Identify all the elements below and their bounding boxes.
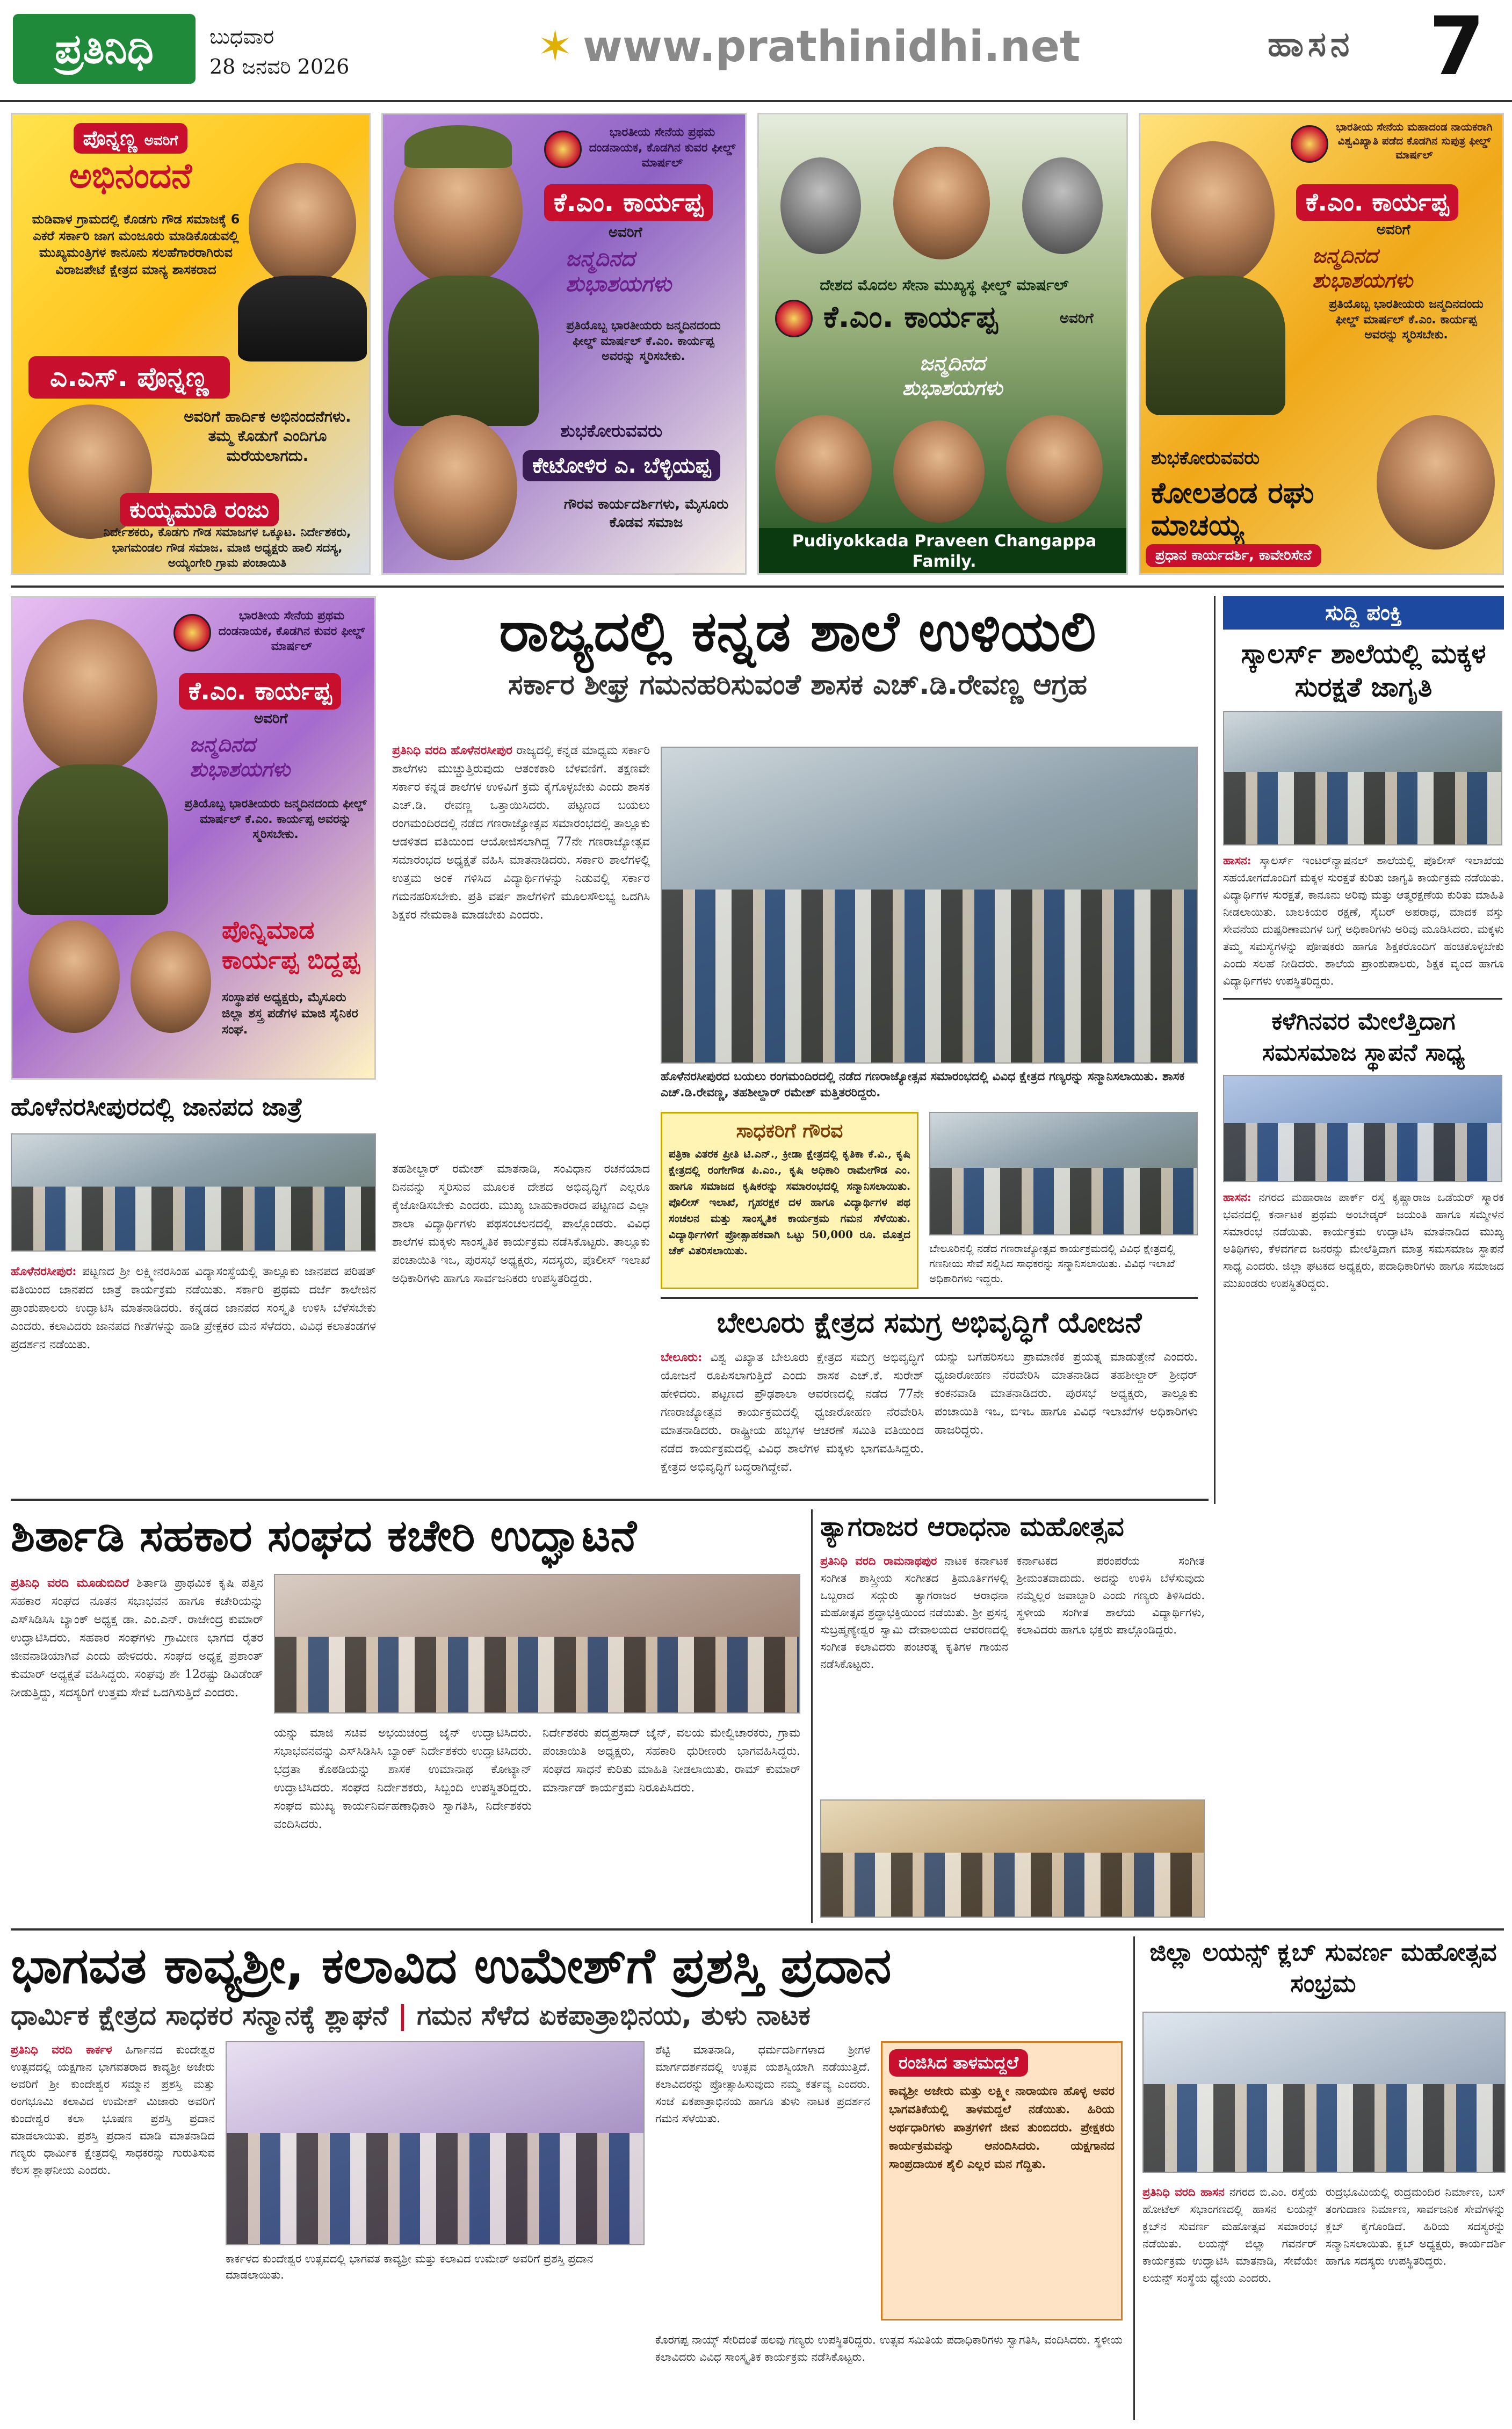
- lions-photo: [1142, 2012, 1506, 2173]
- lions-dateline: ಪ್ರತಿನಿಧಿ ವರದಿ ಹಾಸನ: [1142, 2185, 1225, 2199]
- folk-fair-headline[interactable]: ಹೊಳೆನರಸೀಪುರದಲ್ಲಿ ಜಾನಪದ ಜಾತ್ರೆ: [11, 1092, 302, 1121]
- ad5-wish: ಜನ್ಮದಿನದ ಶುಭಾಶಯಗಳು: [190, 732, 291, 781]
- ad3-family-line1: Pudiyokkada Praveen Changappa Family.: [792, 532, 1097, 571]
- main-dateline: ಪ್ರತಿನಿಧಿ ವರದಿ ಹೊಳೆನರಸೀಪುರ: [392, 743, 512, 757]
- ad4-wish: ಜನ್ಮದಿನದ ಶುಭಾಶಯಗಳು: [1312, 243, 1413, 292]
- main-headline[interactable]: ರಾಜ್ಯದಲ್ಲಿ ಕನ್ನಡ ಶಾಲೆ ಉಳಿಯಲಿ: [499, 598, 1096, 664]
- main-photo: [661, 747, 1198, 1064]
- sidebar-headline[interactable]: ಸ್ಕಾಲರ್ಸ್ ಶಾಲೆಯಲ್ಲಿ ಮಕ್ಕಳ ಸುರಕ್ಷತೆ ಜಾಗೃತಿ: [1241, 638, 1486, 703]
- ad4-intro: ಭಾರತೀಯ ಸೇನೆಯ ಮಹಾದಂಡ ನಾಯಕರಾಗಿ ವಿಶ್ವವಿಖ್ಯಾತಿ ಪಡೆದ ಕೊಡಗಿನ ಸುಪುತ್ರ ಫೀಲ್ಡ್ ಮಾರ್ಷಲ್: [1336, 120, 1493, 161]
- shirthadi-col1: [11, 1574, 263, 1702]
- shirthadi-col3: ನಿರ್ದೇಶಕರು ಪದ್ಮಪ್ರಸಾದ್ ಜೈನ್, ವಲಯ ಮೇಲ್ವಿಚಾರಕರು, ಗ್ರಾಮ ಪಂಚಾಯಿತಿ ಅಧ್ಯಕ್ಷರು, ಸಹಕಾರಿ ಧುರೀಣರು ಭಾಗವಹಿಸಿದ್ದರು. ಸಂಘದ ಸಾಧನೆ ಕುರಿತು ಮಾಹಿತಿ ನೀಡಲಾಯಿತು. ರಾಮ್ ಕುಮಾರ್ ಮಾರ್ನಾಡ್ ಕಾರ್ಯಕ್ರಮ ನಿರೂಪಿಸಿದರು.: [542, 1726, 800, 1795]
- ad-ponnimada[interactable]: [11, 596, 376, 1080]
- ad3-name: ಕೆ.ಎಂ. ಕಾರ್ಯಪ್ಪ: [823, 300, 998, 335]
- talamaddale-body: ಕಾವ್ಯಶ್ರೀ ಅಜೇರು ಮತ್ತು ಲಕ್ಷ್ಮೀ ನಾರಾಯಣ ಹೊಳ್ಳ ಅವರ ಭಾಗವತಿಕೆಯಲ್ಲಿ ತಾಳಮದ್ದಲೆ ನಡೆಯಿತು. ಹಿರಿಯ ಅರ್ಥಧಾರಿಗಳು ಪಾತ್ರಗಳಿಗೆ ಜೀವ ತುಂಬಿದರು. ಪ್ರೇಕ್ಷಕರು ಕಾರ್ಯಕ್ರಮವನ್ನು ಆನಂದಿಸಿದರು. ಯಕ್ಷಗಾನದ ಸಾಂಪ್ರದಾಯಿಕ ಶೈಲಿ ಎಲ್ಲರ ಮನ ಗೆದ್ದಿತು.: [889, 2084, 1115, 2171]
- lions-col2: ರುದ್ರಭೂಮಿಯಲ್ಲಿ ರುದ್ರಮಂದಿರ ನಿರ್ಮಾಣ, ಬಸ್ ತಂಗುದಾಣ ನಿರ್ಮಾಣ, ಸಾರ್ವಜನಿಕ ಸೇವೆಗಳನ್ನು ಕ್ಲಬ್ ಕೈಗೊಂಡಿದೆ. ಹಿರಿಯ ಸದಸ್ಯರನ್ನು ಸನ್ಮಾನಿಸಲಾಯಿತು. ಕ್ಲಬ್ ಅಧ್ಯಕ್ಷರು, ಕಾರ್ಯದರ್ಶಿ ಹಾಗೂ ಸದಸ್ಯರು ಉಪಸ್ಥಿತರಿದ್ದರು.: [1326, 2186, 1506, 2267]
- bhagavata-col1: [11, 2041, 215, 2179]
- ad1-body: ಮಡಿವಾಳ ಗ್ರಾಮದಲ್ಲಿ ಕೊಡಗು ಗೌಡ ಸಮಾಜಕ್ಕೆ 6 ಎಕರೆ ಸರ್ಕಾರಿ ಜಾಗ ಮಂಜೂರು ಮಾಡಿಕೊಡುವಲ್ಲಿ ಮುಖ್ಯಮಂತ್ರಿಗಳ ಕಾನೂನು ಸಲಹೆಗಾರರಾಗಿರುವ ವಿರಾಜಪೇಟೆ ಕ್ಷೇತ್ರದ ಮಾನ್ಯ ಶಾಸಕರಾದ: [32, 212, 240, 277]
- army-emblem-icon-4: [1291, 125, 1328, 163]
- main-col1-text: ರಾಜ್ಯದಲ್ಲಿ ಕನ್ನಡ ಮಾಧ್ಯಮ ಸರ್ಕಾರಿ ಶಾಲೆಗಳು ಮುಚ್ಚುತ್ತಿರುವುದು ಆತಂಕಕಾರಿ ಬೆಳವಣಿಗೆ. ತಕ್ಷಣವೇ ಸರ್ಕಾರ ಕನ್ನಡ ಶಾಲೆಗಳ ಉಳಿವಿಗೆ ಕ್ರಮ ಕೈಗೊಳ್ಳಬೇಕು ಎಂದು ಶಾಸಕ ಎಚ್.ಡಿ. ರೇವಣ್ಣ ಒತ್ತಾಯಿಸಿದರು. ಪಟ್ಟಣದ ಬಯಲು ರಂಗಮಂದಿರದಲ್ಲಿ ನಡೆದ ಗಣರಾಜ್ಯೋತ್ಸವ ಸಮಾರಂಭದಲ್ಲಿ ತಾಲ್ಲೂಕು ಆಡಳಿತದ ವತಿಯಿಂದ ಆಯೋಜಿಸಲಾಗಿದ್ದ 77ನೇ ಗಣರಾಜ್ಯೋತ್ಸವ ಸಮಾರಂಭದ ಅಧ್ಯಕ್ಷತೆ ವಹಿಸಿ ಮಾತನಾಡಿದರು. ಸರ್ಕಾರಿ ಶಾಲೆಗಳಲ್ಲಿ ಉತ್ತಮ ಅಂಕ ಗಳಿಸಿದ ವಿದ್ಯಾರ್ಥಿಗಳನ್ನು ನಿಡುವಲ್ಲಿ ಸರ್ಕಾರ ಗಮನಹರಿಸಬೇಕು. ಪ್ರತಿ ವರ್ಷ ಶಾಲೆಗಳಿಗೆ ಮೂಲಸೌಲಭ್ಯ ಒದಗಿಸಿ ಶಿಕ್ಷಕರ ನೇಮಕಾತಿ ಮಾಡಬೇಕು ಎಂದರು.: [392, 744, 650, 922]
- ad1-title1: ಪೊನ್ನಣ್ಣ: [83, 126, 138, 150]
- newspaper-logo[interactable]: ಪ್ರತಿನಿಧಿ: [13, 14, 196, 84]
- ad2-greeter-label: ಶುಭಕೋರುವವರು: [560, 421, 663, 441]
- news-sidebar: [1214, 596, 1504, 1504]
- section-divider: [11, 585, 1504, 588]
- sidebar-photo: [1223, 711, 1502, 845]
- ad1-wish: ಅವರಿಗೆ ಹಾರ್ದಿಕ ಅಭಿನಂದನೆಗಳು. ತಮ್ಮ ಕೊಡುಗೆ ಎಂದಿಗೂ ಮರೆಯಲಾಗದು.: [184, 408, 351, 465]
- vintage-portrait-1: [780, 157, 861, 254]
- sidebar-photo2: [1223, 1075, 1502, 1182]
- bidappa-portrait: [28, 920, 120, 1033]
- belur-col1: [661, 1348, 924, 1477]
- issue-date: 28 ಜನವರಿ 2026: [209, 55, 350, 78]
- ad1-name: ಎ.ಎಸ್. ಪೊನ್ನಣ್ಣ: [28, 356, 230, 399]
- tyagaraja-dateline: ಪ್ರತಿನಿಧಿ ವರದಿ ರಾಮನಾಥಪುರ: [820, 1554, 937, 1567]
- achievers-body: ಪತ್ರಿಕಾ ವಿತರಕ ಪ್ರೀತಿ ಟಿ.ಎನ್., ಕ್ರೀಡಾ ಕ್ಷೇತ್ರದಲ್ಲಿ ಕೃತಿಕಾ ಕೆ.ವಿ., ಕೃಷಿ ಕ್ಷೇತ್ರದಲ್ಲಿ ರಂಗೇಗೌಡ ಪಿ.ಎಂ., ಕೃಷಿ ಅಧಿಕಾರಿ ರಾಮೇಗೌಡ ಎಂ. ಹಾಗೂ ಸಮಾಜದ ಕೃಷಿಕರನ್ನು ಸಮಾರಂಭದಲ್ಲಿ ಸನ್ಮಾನಿಸಲಾಯಿತು. ಪೊಲೀಸ್ ಇಲಾಖೆ, ಗೃಹರಕ್ಷಕ ದಳ ಹಾಗೂ ವಿದ್ಯಾರ್ಥಿಗಳ ಪಥ ಸಂಚಲನ ಮತ್ತು ಸಾಂಸ್ಕೃತಿಕ ಕಾರ್ಯಕ್ರಮ ಗಮನ ಸೆಳೆಯಿತು. ವಿದ್ಯಾರ್ಥಿಗಳಿಗೆ ಪ್ರೋತ್ಸಾಹಕವಾಗಿ ಒಟ್ಟು 50,000 ರೂ. ಮೊತ್ತದ ಚೆಕ್ ವಿತರಿಸಲಾಯಿತು.: [669, 1147, 910, 1257]
- ad2-suffix: ಅವರಿಗೆ: [609, 225, 642, 241]
- belur-photo-caption: ಬೇಲೂರಿನಲ್ಲಿ ನಡೆದ ಗಣರಾಜ್ಯೋತ್ಸವ ಕಾರ್ಯಕ್ರಮದಲ್ಲಿ ವಿವಿಧ ಕ್ಷೇತ್ರದಲ್ಲಿ ಗಣನೀಯ ಸೇವೆ ಸಲ್ಲಿಸಿದ ಸಾಧಕರನ್ನು ಸನ್ಮಾನಿಸಲಾಯಿತು. ವಿವಿಧ ಇಲಾಖೆ ಅಧಿಕಾರಿಗಳು ಇದ್ದರು.: [929, 1242, 1175, 1285]
- talamaddale-box: [881, 2041, 1123, 2320]
- achievers-box: [661, 1112, 918, 1289]
- military-cap: [404, 125, 512, 168]
- main-subhead: ಸರ್ಕಾರ ಶೀಘ್ರ ಗಮನಹರಿಸುವಂತೆ ಶಾಸಕ ಎಚ್.ಡಿ.ರೇವಣ್ಣ ಆಗ್ರಹ: [508, 669, 1088, 701]
- belur-headline[interactable]: ಬೇಲೂರು ಕ್ಷೇತ್ರದ ಸಮಗ್ರ ಅಭಿವೃದ್ಧಿಗೆ ಯೋಜನೆ: [717, 1307, 1142, 1339]
- bhagavata-col1-text: ಹಿರ್ಗಾನದ ಕುಂದೇಶ್ವರ ಉತ್ಸವದಲ್ಲಿ ಯಕ್ಷಗಾನ ಭಾಗವತರಾದ ಕಾವ್ಯಶ್ರೀ ಅಜೇರು ಅವರಿಗೆ ಶ್ರೀ ಕುಂದೇಶ್ವರ ಸಮ್ಮಾನ ಪ್ರಶಸ್ತಿ ಮತ್ತು ರಂಗಭೂಮಿ ಕಲಾವಿದ ಉಮೇಶ್ ಮಿಜಾರು ಅವರಿಗೆ ಕುಂದೇಶ್ವರ ಕಲಾ ಭೂಷಣ ಪ್ರಶಸ್ತಿ ಪ್ರದಾನ ಮಾಡಲಾಯಿತು. ಪ್ರಶಸ್ತಿ ಪ್ರದಾನ ಮಾಡಿ ಮಾತನಾಡಿದ ಗಣ್ಯರು ಧಾರ್ಮಿಕ ಕ್ಷೇತ್ರದಲ್ಲಿ ಸಾಧಕರನ್ನು ಗುರುತಿಸುವ ಕೆಲಸ ಶ್ಲಾಘನೀಯ ಎಂದರು.: [11, 2043, 215, 2177]
- sparkle-icon: ✶: [537, 21, 574, 71]
- folk-fair-body: [11, 1262, 376, 1354]
- ad5-suffix: ಅವರಿಗೆ: [254, 711, 288, 727]
- ad4-suffix: ಅವರಿಗೆ: [1377, 222, 1410, 238]
- belur-photo: [929, 1112, 1198, 1235]
- ad4-greeter-label: ಶುಭಕೋರುವವರು: [1151, 447, 1260, 469]
- ad3-suffix: ಅವರಿಗೆ: [1060, 310, 1094, 327]
- weekday: ಬುಧವಾರ: [209, 25, 274, 48]
- bhagavata-dateline: ಪ್ರತಿನಿಧಿ ವರದಿ ಕಾರ್ಕಳ: [11, 2043, 112, 2056]
- bhagavata-col2: ಶೆಟ್ಟಿ ಮಾತನಾಡಿ, ಧರ್ಮದರ್ಶಿಗಳಾದ ಶ್ರೀಗಳ ಮಾರ್ಗದರ್ಶನದಲ್ಲಿ ಉತ್ಸವ ಯಶಸ್ವಿಯಾಗಿ ನಡೆಯುತ್ತಿದೆ. ಕಲಾವಿದರನ್ನು ಪ್ರೋತ್ಸಾಹಿಸುವುದು ನಮ್ಮ ಕರ್ತವ್ಯ ಎಂದರು. ಸಂಜೆ ಏಕಪಾತ್ರಾಭಿನಯ ಹಾಗೂ ತುಳು ನಾಟಕ ಪ್ರದರ್ಶನ ಗಮನ ಸೆಳೆಯಿತು.: [655, 2043, 870, 2125]
- ad-cariappa-belliappa[interactable]: [381, 113, 747, 575]
- tyagaraja-col1-text: ನಾಟಕ ಕರ್ನಾಟಕ ಸಂಗೀತ ಶಾಸ್ತ್ರೀಯ ಸಂಗೀತದ ತ್ರಿಮೂರ್ತಿಗಳಲ್ಲಿ ಒಬ್ಬರಾದ ಸದ್ಗುರು ತ್ಯಾಗರಾಜರ ಆರಾಧನಾ ಮಹೋತ್ಸವ ಶ್ರದ್ಧಾಭಕ್ತಿಯಿಂದ ನಡೆಯಿತು. ಶ್ರೀ ಪ್ರಸನ್ನ ಸುಬ್ರಹ್ಮಣ್ಯೇಶ್ವರ ಸ್ವಾಮಿ ದೇವಾಲಯದ ಆವರಣದಲ್ಲಿ ಸಂಗೀತ ಕಲಾವಿದರು ಪಂಚರತ್ನ ಕೃತಿಗಳ ಗಾಯನ ನಡೆಸಿಕೊಟ್ಟರು.: [820, 1555, 1008, 1671]
- arun-portrait: [1006, 415, 1103, 523]
- bhagavata-photo-caption: ಕಾರ್ಕಳದ ಕುಂದೇಶ್ವರ ಉತ್ಸವದಲ್ಲಿ ಭಾಗವತ ಕಾವ್ಯಶ್ರೀ ಮತ್ತು ಕಲಾವಿದ ಉಮೇಶ್ ಅವರಿಗೆ ಪ್ರಶಸ್ತಿ ಪ್ರದಾನ ಮಾಡಲಾಯಿತು.: [226, 2252, 594, 2281]
- bhagavata-photo: [226, 2041, 645, 2245]
- bhagavata-col3: ಕೊರಗಪ್ಪ ನಾಯ್ಕ್ ಸೇರಿದಂತೆ ಹಲವು ಗಣ್ಯರು ಉಪಸ್ಥಿತರಿದ್ದರು. ಉತ್ಸವ ಸಮಿತಿಯ ಪದಾಧಿಕಾರಿಗಳು ಸ್ವಾಗತಿಸಿ, ವಂದಿಸಿದರು. ಸ್ಥಳೀಯ ಕಲಾವಿದರು ವಿವಿಧ ಸಾಂಸ್ಕೃತಿಕ ಕಾರ್ಯಕ್ರಮ ನಡೆಸಿಕೊಟ್ಟರು.: [655, 2333, 1123, 2363]
- vintage-portrait-2: [1022, 157, 1103, 254]
- bhagavata-separator: |: [397, 2000, 408, 2031]
- achievers-title: ಸಾಧಕರಿಗೆ ಗೌರವ: [736, 1120, 843, 1142]
- shirthadi-col2: ಯನ್ನು ಮಾಜಿ ಸಚಿವ ಅಭಯಚಂದ್ರ ಜೈನ್ ಉದ್ಘಾಟಿಸಿದರು. ಸಭಾಭವನವನ್ನು ಎಸ್‌ಸಿಡಿಸಿಸಿ ಬ್ಯಾಂಕ್ ನಿರ್ದೇಶಕರು ಉದ್ಘಾಟಿಸಿದರು. ಭದ್ರತಾ ಕೊಠಡಿಯನ್ನು ಶಾಸಕ ಉಮಾನಾಥ ಕೋಟ್ಯಾನ್ ಉದ್ಘಾಟಿಸಿದರು. ಸಂಘದ ನಿರ್ದೇಶಕರು, ಸಿಬ್ಬಂದಿ ಉಪಸ್ಥಿತರಿದ್ದರು. ಸಂಘದ ಮುಖ್ಯ ಕಾರ್ಯನಿರ್ವಹಣಾಧಿಕಾರಿ ಸ್ವಾಗತಿಸಿ, ನಿರ್ದೇಶಕರು ವಂದಿಸಿದರು.: [274, 1726, 532, 1831]
- shirthadi-col1-text: ಶಿರ್ತಾಡಿ ಪ್ರಾಥಮಿಕ ಕೃಷಿ ಪತ್ತಿನ ಸಹಕಾರ ಸಂಘದ ನೂತನ ಸಭಾಭವನ ಹಾಗೂ ಕಚೇರಿಯನ್ನು ಎಸ್‌ಸಿಡಿಸಿಸಿ ಬ್ಯಾಂಕ್ ಅಧ್ಯಕ್ಷ ಡಾ. ಎಂ.ಎನ್. ರಾಜೇಂದ್ರ ಕುಮಾರ್ ಉದ್ಘಾಟಿಸಿದರು. ಸಹಕಾರ ಸಂಘಗಳು ಗ್ರಾಮೀಣ ಭಾಗದ ರೈತರ ಜೀವನಾಡಿಯಾಗಿವೆ ಎಂದು ಹೇಳಿದರು. ಸಂಘದ ಅಧ್ಯಕ್ಷ ಪ್ರಶಾಂತ್ ಕುಮಾರ್ ಅಧ್ಯಕ್ಷತೆ ವಹಿಸಿದ್ದರು. ಸಂಘವು ಶೇ 12ರಷ್ಟು ಡಿವಿಡೆಂಡ್ ನೀಡುತ್ತಿದ್ದು, ಸದಸ್ಯರಿಗೆ ಉತ್ತಮ ಸೇವೆ ಒದಗಿಸುತ್ತಿದೆ ಎಂದರು.: [11, 1577, 264, 1700]
- tyagaraja-col1: [820, 1552, 1008, 1673]
- sidebar-text2: ನಗರದ ಮಹಾರಾಜ ಪಾರ್ಕ್ ರಸ್ತೆ ಕೃಷ್ಣಾರಾಜ ಒಡೆಯರ್ ಸ್ಮಾರಕ ಭವನದಲ್ಲಿ ಕರ್ನಾಟಕ ಪ್ರಥಮ ಅಂಬೇಡ್ಕರ್ ಜಯಂತಿ ಹಾಗೂ ಸಮ್ಮೇಳನ ಸಮಾರಂಭ ನಡೆಯಿತು. ಕಾರ್ಯಕ್ರಮ ಉದ್ಘಾಟಿಸಿ ಮಾತನಾಡಿದ ಮುಖ್ಯ ಅತಿಥಿಗಳು, ಕೆಳವರ್ಗದ ಜನರನ್ನು ಮೇಲೆತ್ತಿದಾಗ ಮಾತ್ರ ಸಮಸಮಾಜ ಸ್ಥಾಪನೆ ಸಾಧ್ಯ ಎಂದರು. ಜಿಲ್ಲಾ ಘಟಕದ ಅಧ್ಯಕ್ಷರು, ಪದಾಧಿಕಾರಿಗಳು ಹಾಗೂ ಸಮಾಜದ ಮುಖಂಡರು ಉಪಸ್ಥಿತರಿದ್ದರು.: [1223, 1191, 1504, 1290]
- folk-fair-text: ಪಟ್ಟಣದ ಶ್ರೀ ಲಕ್ಷ್ಮೀನರಸಿಂಹ ವಿದ್ಯಾಸಂಸ್ಥೆಯಲ್ಲಿ ತಾಲ್ಲೂಕು ಜಾನಪದ ಪರಿಷತ್ ವತಿಯಿಂದ ಜಾನಪದ ಜಾತ್ರೆ ಕಾರ್ಯಕ್ರಮ ನಡೆಯಿತು. ಸರ್ಕಾರಿ ಪ್ರಥಮ ದರ್ಜೆ ಕಾಲೇಜಿನ ಪ್ರಾಂಶುಪಾಲರು ಉದ್ಘಾಟಿಸಿ ಮಾತನಾಡಿದರು. ಕನ್ನಡದ ಜಾನಪದ ಸಂಸ್ಕೃತಿ ಉಳಿಸಿ ಬೆಳೆಸಬೇಕು ಎಂದರು. ಕಲಾವಿದರು ಜಾನಪದ ಗೀತೆಗಳನ್ನು ಹಾಡಿ ಪ್ರೇಕ್ಷಕರ ಮನ ಸೆಳೆದರು. ವಿವಿಧ ಕಲಾತಂಡಗಳ ಪ್ರದರ್ಶನ ನಡೆಯಿತು.: [11, 1265, 376, 1351]
- article-tyagaraja: [811, 1509, 1209, 1923]
- ad3-family-line2: [761, 572, 1127, 575]
- lions-col1: [1142, 2184, 1317, 2287]
- sidebar-tag: ಸುದ್ದಿ ಪಂಕ್ತಿ: [1223, 596, 1504, 630]
- section-divider-3: [11, 1928, 1504, 1931]
- page-number: 7: [1429, 0, 1485, 93]
- section-divider-2: [11, 1499, 1209, 1501]
- main-col1: [392, 741, 650, 924]
- sidebar-body: [1223, 852, 1504, 989]
- uniform-shape-4: [1146, 276, 1285, 415]
- ad1-greeter-roles: ನಿರ್ದೇಶಕರು, ಕೊಡಗು ಗೌಡ ಸಮಾಜಗಳ ಒಕ್ಕೂಟ. ನಿರ್ದೇಶಕರು, ಭಾಗಮಂಡಲ ಗೌಡ ಸಮಾಜ. ಮಾಜಿ ಅಧ್ಯಕ್ಷರು ಹಾಲಿ ಸದಸ್ಯ, ಅಯ್ಯಂಗೇರಿ ಗ್ರಾಮ ಪಂಚಾಯಿತಿ: [103, 526, 351, 570]
- main-article: [392, 596, 1203, 701]
- talamaddale-title: ರಂಜಿಸಿದ ತಾಳಮದ್ದಲೆ: [889, 2049, 1028, 2077]
- belur-dateline: ಬೇಲೂರು:: [661, 1350, 703, 1364]
- suit-shape: [238, 276, 367, 362]
- ad4-greeter-roles: ಪ್ರಧಾನ ಕಾರ್ಯದರ್ಶಿ, ಕಾವೇರಿಸೇನೆ: [1146, 544, 1321, 567]
- folk-fair-photo: [11, 1133, 376, 1252]
- edition-city: ಹಾಸನ: [1268, 25, 1354, 64]
- belur-col2: ಯನ್ನು ಬಗೆಹರಿಸಲು ಪ್ರಾಮಾಣಿಕ ಪ್ರಯತ್ನ ಮಾಡುತ್ತೇನೆ ಎಂದರು. ಧ್ವಜಾರೋಹಣ ನೆರವೇರಿಸಿ ಮಾತನಾಡಿದ ತಹಶೀಲ್ದಾರ್ ಶ್ರೀಧರ್ ಕಂಕನವಾಡಿ ಮಾತನಾಡಿದರು. ಪುರಸಭೆ ಅಧ್ಯಕ್ಷರು, ತಾಲ್ಲೂಕು ಪಂಚಾಯಿತಿ ಇಒ, ಬಿಇಒ ಹಾಗೂ ವಿವಿಧ ಇಲಾಖೆಗಳ ಅಧಿಕಾರಿಗಳು ಹಾಜರಿದ್ದರು.: [935, 1350, 1198, 1437]
- article-folk-fair: [11, 1090, 376, 1488]
- lions-headline[interactable]: ಜಿಲ್ಲಾ ಲಯನ್ಸ್ ಕ್ಲಬ್ ಸುವರ್ಣ ಮಹೋತ್ಸವ ಸಂಭ್ರಮ: [1149, 1938, 1497, 1998]
- cariappa-portrait-4: [1151, 141, 1275, 286]
- shirthadi-headline[interactable]: ಶಿರ್ತಾಡಿ ಸಹಕಾರ ಸಂಘದ ಕಚೇರಿ ಉದ್ಘಾಟನೆ: [11, 1510, 637, 1562]
- ad-pudiyokkada-family[interactable]: [757, 113, 1128, 575]
- shirthadi-photo: [274, 1574, 800, 1714]
- lions-col1-text: ನಗರದ ಬಿ.ಎಂ. ರಸ್ತೆಯ ಹೋಟೆಲ್ ಸಭಾಂಗಣದಲ್ಲಿ ಹಾಸನ ಲಯನ್ಸ್ ಕ್ಲಬ್‌ನ ಸುವರ್ಣ ಮಹೋತ್ಸವ ಸಮಾರಂಭ ನಡೆಯಿತು. ಲಯನ್ಸ್ ಜಿಲ್ಲಾ ಗವರ್ನರ್ ಕಾರ್ಯಕ್ರಮ ಉದ್ಘಾಟಿಸಿ ಮಾತನಾಡಿ, ಸೇವೆಯೇ ಲಯನ್ಸ್ ಸಂಸ್ಥೆಯ ಧ್ಯೇಯ ಎಂದರು.: [1142, 2186, 1317, 2285]
- bhagavata-headline[interactable]: ಭಾಗವತ ಕಾವ್ಯಶ್ರೀ, ಕಲಾವಿದ ಉಮೇಶ್‌ಗೆ ಪ್ರಶಸ್ತಿ ಪ್ರದಾನ: [11, 1937, 892, 1994]
- ad3-wish: ಜನ್ಮದಿನದ ಶುಭಾಶಯಗಳು: [902, 351, 1003, 400]
- uniform-shape: [388, 276, 539, 426]
- ad-kolathanda-raghu[interactable]: [1139, 113, 1504, 575]
- ad4-greeter: ಕೋಲತಂಡ ರಘು ಮಾಚಯ್ಯ: [1151, 476, 1314, 542]
- ad1-greeter: ಕುಯ್ಯಮುಡಿ ರಂಜು: [120, 493, 279, 526]
- ad4-extra: ಪ್ರತಿಯೊಬ್ಬ ಭಾರತೀಯರು ಜನ್ಮದಿನದಂದು ಫೀಲ್ಡ್ ಮಾರ್ಷಲ್ ಕೆ.ಎಂ. ಕಾರ್ಯಪ್ಪ ಅವರನ್ನು ಸ್ಮರಿಸಬೇಕು.: [1329, 298, 1484, 342]
- army-emblem-icon-2: [775, 300, 813, 337]
- main-photo-caption: ಹೊಳೆನರಸೀಪುರದ ಬಯಲು ರಂಗಮಂದಿರದಲ್ಲಿ ನಡೆದ ಗಣರಾಜ್ಯೋತ್ಸವ ಸಮಾರಂಭದಲ್ಲಿ ವಿವಿಧ ಕ್ಷೇತ್ರದ ಗಣ್ಯರನ್ನು ಸನ್ಮಾನಿಸಲಾಯಿತು. ಶಾಸಕ ಎಚ್.ಡಿ.ರೇವಣ್ಣ, ತಹಶೀಲ್ದಾರ್ ರಮೇಶ್ ಮತ್ತಿತರರಿದ್ದರು.: [661, 1070, 1185, 1100]
- ad1-title1b: ಅವರಿಗೆ: [144, 133, 178, 149]
- ad2-greeter: ಕೇಟೋಳಿರ ಎ. ಬೆಳ್ಳಿಯಪ್ಪ: [523, 450, 720, 481]
- belur-rule: [661, 1297, 1198, 1299]
- website-text: www.prathinidhi.net: [583, 21, 1081, 71]
- ad5-intro: ಭಾರತೀಯ ಸೇನೆಯ ಪ್ರಥಮ ದಂಡನಾಯಕ, ಕೊಡಗಿನ ಕುವರ ಫೀಲ್ಡ್ ಮಾರ್ಷಲ್: [218, 609, 365, 654]
- ad5-name: ಕೆ.ಎಂ. ಕಾರ್ಯಪ್ಪ: [179, 673, 341, 710]
- main-col2: ತಹಶೀಲ್ದಾರ್ ರಮೇಶ್ ಮಾತನಾಡಿ, ಸಂವಿಧಾನ ರಚನೆಯಾದ ದಿನವನ್ನು ಸ್ಮರಿಸುವ ಮೂಲಕ ದೇಶದ ಅಭಿವೃದ್ಧಿಗೆ ಎಲ್ಲರೂ ಕೈಜೋಡಿಸಬೇಕು ಎಂದರು. ಮುಖ್ಯ ಬಾಹುಕಾರರಾದ ಪಟ್ಟಣದ ಎಲ್ಲಾ ಶಾಲಾ ವಿದ್ಯಾರ್ಥಿಗಳು ಪಥಸಂಚಲನದಲ್ಲಿ ಪಾಲ್ಗೊಂಡರು. ವಿವಿಧ ಶಾಲೆಗಳ ಮಕ್ಕಳು ಸಾಂಸ್ಕೃತಿಕ ಕಾರ್ಯಕ್ರಮ ನಡೆಸಿಕೊಟ್ಟರು. ತಾಲ್ಲೂಕು ಪಂಚಾಯಿತಿ ಇಒ, ಪುರಸಭೆ ಅಧ್ಯಕ್ಷರು, ಸದಸ್ಯರು, ಪೊಲೀಸ್ ಇಲಾಖೆ ಅಧಿಕಾರಿಗಳು ಹಾಗೂ ಸಾರ್ವಜನಿಕರು ಉಪಸ್ಥಿತರಿದ್ದರು.: [392, 1162, 650, 1285]
- folk-fair-dateline: ಹೊಳೆನರಸೀಪುರ:: [11, 1264, 77, 1278]
- ad3-family-caption: [759, 528, 1128, 575]
- website-link[interactable]: [537, 21, 1080, 71]
- ad2-extra: ಪ್ರತಿಯೊಬ್ಬ ಭಾರತೀಯರು ಜನ್ಮದಿನದಂದು ಫೀಲ್ಡ್ ಮಾರ್ಷಲ್ ಕೆ.ಎಂ. ಕಾರ್ಯಪ್ಪ ಅವರನ್ನು ಸ್ಮರಿಸಬೇಕು.: [566, 319, 721, 364]
- sidebar-dateline: ಹಾಸನ:: [1223, 854, 1251, 867]
- masthead: [0, 0, 1512, 102]
- ad2-intro: ಭಾರತೀಯ ಸೇನೆಯ ಪ್ರಥಮ ದಂಡನಾಯಕ, ಕೊಡಗಿನ ಕುವರ ಫೀಲ್ಡ್ ಮಾರ್ಷಲ್: [589, 126, 736, 170]
- date-block: [209, 21, 349, 82]
- tyagaraja-col2: ಕರ್ನಾಟಕದ ಪರಂಪರೆಯ ಸಂಗೀತ ಶ್ರೀಮಂತವಾದುದು. ಅದನ್ನು ಉಳಿಸಿ ಬೆಳೆಸುವುದು ನಮ್ಮೆಲ್ಲರ ಜವಾಬ್ದಾರಿ ಎಂದು ಗಣ್ಯರು ತಿಳಿಸಿದರು. ಸ್ಥಳೀಯ ಸಂಗೀತ ಶಾಲೆಯ ವಿದ್ಯಾರ್ಥಿಗಳು, ಕಲಾವಿದರು ಹಾಗೂ ಭಕ್ತರು ಪಾಲ್ಗೊಂಡಿದ್ದರು.: [1017, 1555, 1205, 1636]
- ponnanna-portrait: [249, 163, 356, 286]
- army-emblem-icon-5: [173, 614, 211, 652]
- belur-col1-text: ವಿಶ್ವ ವಿಖ್ಯಾತ ಬೇಲೂರು ಕ್ಷೇತ್ರದ ಸಮಗ್ರ ಅಭಿವೃದ್ಧಿಗೆ ಯೋಜನೆ ರೂಪಿಸಲಾಗುತ್ತಿದೆ ಎಂದು ಶಾಸಕ ಎಚ್.ಕೆ. ಸುರೇಶ್ ಹೇಳಿದರು. ಪಟ್ಟಣದ ಪ್ರೌಢಶಾಲಾ ಆವರಣದಲ್ಲಿ ನಡೆದ 77ನೇ ಗಣರಾಜ್ಯೋತ್ಸವ ಕಾರ್ಯಕ್ರಮದಲ್ಲಿ ಧ್ವಜಾರೋಹಣ ನೆರವೇರಿಸಿ ಮಾತನಾಡಿದರು. ರಾಷ್ಟ್ರೀಯ ಹಬ್ಬಗಳ ಆಚರಣೆ ಸಮಿತಿ ವತಿಯಿಂದ ನಡೆದ ಕಾರ್ಯಕ್ರಮದಲ್ಲಿ ವಿವಿಧ ಶಾಲೆಗಳ ಮಕ್ಕಳು ಭಾಗವಹಿಸಿದ್ದರು. ಕ್ಷೇತ್ರದ ಅಭಿವೃದ್ಧಿಗೆ ಬದ್ಧರಾಗಿದ್ದೇವೆ.: [661, 1351, 924, 1474]
- raghu-portrait: [1377, 415, 1495, 550]
- uniform-shape-5: [18, 764, 168, 915]
- spouse-portrait: [131, 931, 211, 1033]
- sidebar-headline2[interactable]: ಕಳೆಗಿನವರ ಮೇಲೆತ್ತಿದಾಗ ಸಮಸಮಾಜ ಸ್ಥಾಪನೆ ಸಾಧ್ಯ: [1262, 1008, 1465, 1066]
- bhagavata-subhead2: ಗಮನ ಸೆಳೆದ ಏಕಪಾತ್ರಾಭಿನಯ, ತುಳು ನಾಟಕ: [417, 2000, 811, 2031]
- army-emblem-icon: [544, 131, 582, 168]
- ad5-greeter-roles: ಸಂಸ್ಥಾಪಕ ಅಧ್ಯಕ್ಷರು, ಮೈಸೂರು ಜಿಲ್ಲಾ ಶಸ್ತ್ರ ಪಡೆಗಳ ಮಾಜಿ ಸೈನಿಕರ ಸಂಘ.: [222, 991, 358, 1037]
- reena-portrait: [893, 421, 985, 523]
- ad1-title-block: [23, 123, 238, 197]
- ad4-name: ಕೆ.ಎಂ. ಕಾರ್ಯಪ್ಪ: [1296, 184, 1458, 221]
- sidebar-dateline2: ಹಾಸನ:: [1223, 1190, 1251, 1204]
- tyagaraja-photo: [820, 1799, 1205, 1918]
- ad2-name: ಕೆ.ಎಂ. ಕಾರ್ಯಪ್ಪ: [544, 184, 713, 221]
- bhagavata-subhead1: ಧಾರ್ಮಿಕ ಕ್ಷೇತ್ರದ ಸಾಧಕರ ಸನ್ಮಾನಕ್ಕೆ ಶ್ಲಾಘನೆ: [11, 2000, 388, 2031]
- ad3-intro: ದೇಶದ ಮೊದಲ ಸೇನಾ ಮುಖ್ಯಸ್ಥ ಫೀಲ್ಡ್ ಮಾರ್ಷಲ್: [820, 276, 1069, 294]
- sidebar-body2: [1223, 1189, 1504, 1292]
- ad1-title2: ಅಭಿನಂದನೆ: [69, 156, 192, 196]
- ad2-greeter-roles: ಗೌರವ ಕಾರ್ಯದರ್ಶಿಗಳು, ಮೈಸೂರು ಕೊಡವ ಸಮಾಜ: [563, 496, 729, 531]
- article-lions: [1133, 1936, 1504, 2420]
- ad5-extra: ಪ್ರತಿಯೊಬ್ಬ ಭಾರತೀಯರು ಜನ್ಮದಿನದಂದು ಫೀಲ್ಡ್ ಮಾರ್ಷಲ್ ಕೆ.ಎಂ. ಕಾರ್ಯಪ್ಪ ಅವರನ್ನು ಸ್ಮರಿಸಬೇಕು.: [184, 797, 367, 842]
- cariappa-portrait-5: [23, 619, 157, 775]
- praveen-portrait: [775, 415, 872, 523]
- shirthadi-dateline: ಪ್ರತಿನಿಧಿ ವರದಿ ಮೂಡುಬಿದಿರೆ: [11, 1576, 129, 1590]
- tyagaraja-headline[interactable]: ತ್ಯಾಗರಾಜರ ಆರಾಧನಾ ಮಹೋತ್ಸವ: [820, 1511, 1124, 1542]
- bhagavata-subhead: [11, 1998, 1123, 2033]
- belliappa-portrait: [394, 415, 517, 560]
- sidebar-text: ಸ್ಕಾಲರ್ಸ್ ಇಂಟರ್‌ನ್ಯಾಷನಲ್ ಶಾಲೆಯಲ್ಲಿ ಪೊಲೀಸ್ ಇಲಾಖೆಯ ಸಹಯೋಗದೊಂದಿಗೆ ಮಕ್ಕಳ ಸುರಕ್ಷತೆ ಕುರಿತು ಜಾಗೃತಿ ಕಾರ್ಯಕ್ರಮ ನಡೆಯಿತು. ವಿದ್ಯಾರ್ಥಿಗಳ ಸುರಕ್ಷತೆ, ಕಾನೂನು ಅರಿವು ಮತ್ತು ಆತ್ಮರಕ್ಷಣೆಯ ಕುರಿತು ಮಾಹಿತಿ ನೀಡಲಾಯಿತು. ಬಾಲಕಿಯರ ರಕ್ಷಣೆ, ಸೈಬರ್ ಅಪರಾಧ, ಮಾದಕ ವಸ್ತು ಸೇವನೆಯ ದುಷ್ಪರಿಣಾಮಗಳ ಬಗ್ಗೆ ಅಧಿಕಾರಿಗಳು ಅರಿವು ಮೂಡಿಸಿದರು. ಮಕ್ಕಳು ತಮ್ಮ ಸಮಸ್ಯೆಗಳನ್ನು ಪೋಷಕರು ಹಾಗೂ ಶಿಕ್ಷಕರೊಂದಿಗೆ ಹಂಚಿಕೊಳ್ಳಬೇಕು ಎಂದು ಸಲಹೆ ನೀಡಿದರು. ಶಾಲೆಯ ಪ್ರಾಂಶುಪಾಲರು, ಶಿಕ್ಷಕ ವೃಂದ ಹಾಗೂ ವಿದ್ಯಾರ್ಥಿಗಳು ಉಪಸ್ಥಿತರಿದ್ದರು.: [1223, 854, 1504, 987]
- cariappa-portrait-center: [893, 147, 990, 259]
- ad-ponnanna[interactable]: [11, 113, 371, 575]
- ad5-greeter: ಪೊನ್ನಿಮಾಡ ಕಾರ್ಯಪ್ಪ ಬಿದ್ದಪ್ಪ: [222, 915, 360, 974]
- ad2-wish: ಜನ್ಮದಿನದ ಶುಭಾಶಯಗಳು: [566, 246, 671, 297]
